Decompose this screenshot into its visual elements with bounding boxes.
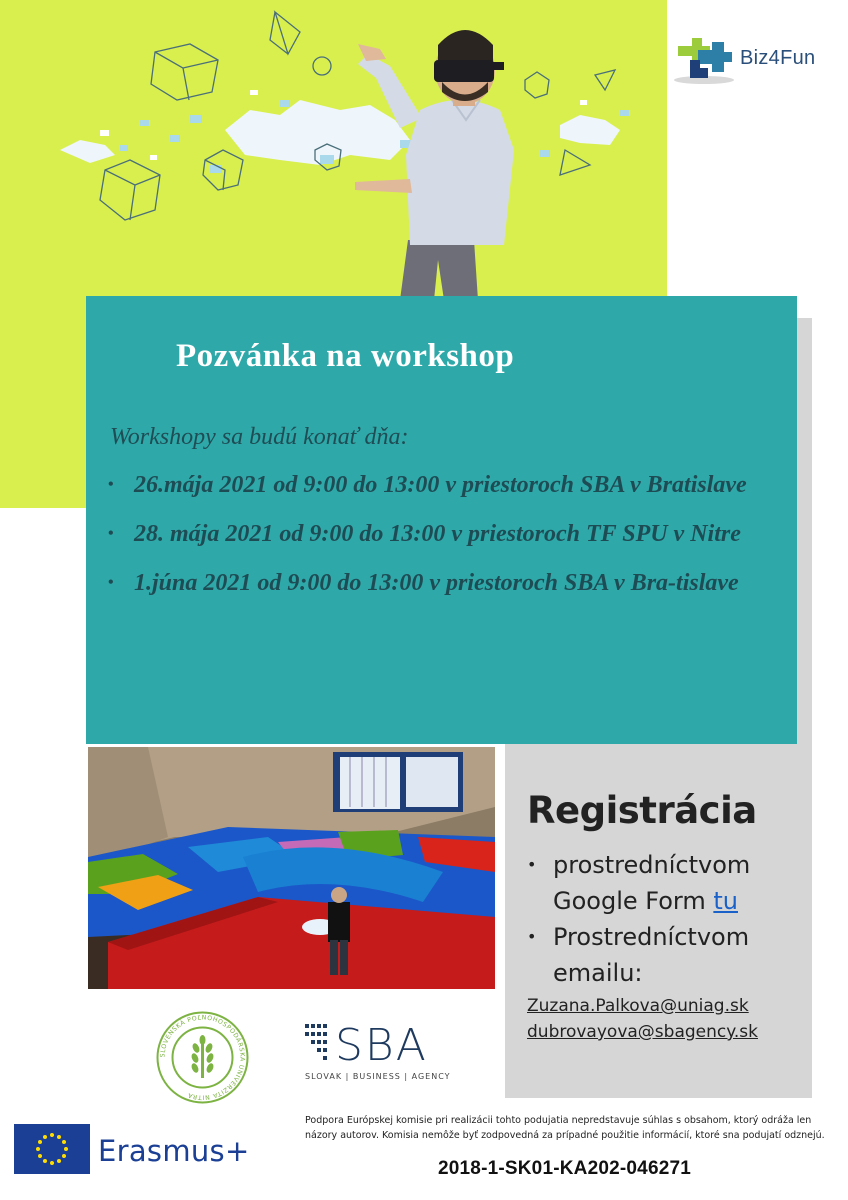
email-link[interactable]: dubrovayova@sbagency.sk bbox=[527, 1022, 758, 1042]
sba-logo bbox=[305, 1020, 451, 1090]
workshop-date-item: • 1.júna 2021 od 9:00 do 13:00 v priestoroch SBA v Bra-tislave bbox=[108, 566, 778, 600]
registration-option-text: prostredníctvom Google Form bbox=[553, 851, 751, 915]
sba-bars-icon bbox=[305, 1024, 329, 1064]
erasmus-plus-logo bbox=[14, 1124, 274, 1176]
registration-section bbox=[505, 747, 812, 1097]
spu-nitra-logo bbox=[155, 1010, 250, 1105]
sba-letters: SBA bbox=[335, 1020, 428, 1071]
hero-illustration-vr-man bbox=[20, 0, 660, 300]
invitation-panel bbox=[86, 296, 797, 744]
registration-option-google-form bbox=[525, 847, 810, 919]
eu-flag-icon bbox=[14, 1124, 90, 1174]
sba-tagline: SLOVAK | BUSINESS | AGENCY bbox=[305, 1072, 451, 1081]
erasmus-program-name: Erasmus+ bbox=[98, 1134, 250, 1168]
contact-emails bbox=[527, 993, 758, 1045]
email-link[interactable]: Zuzana.Palkova@uniag.sk bbox=[527, 996, 749, 1016]
registration-option-email bbox=[525, 919, 810, 991]
biz4fun-logo bbox=[670, 28, 845, 88]
virtual-world-image bbox=[88, 747, 495, 989]
eu-disclaimer: Podpora Európskej komisie pri realizácii tohto podujatia nepredstavuje súhlas s obsahom, ktorý odráža len názory autorov. Komisia nemôže byť zodpovedná za prípadné použitie informácií, ktoré sna podujatí odznejú. bbox=[305, 1115, 825, 1141]
google-form-link[interactable]: tu bbox=[713, 887, 738, 915]
workshop-date-item: • 26.mája 2021 od 9:00 do 13:00 v priestoroch SBA v Bratislave bbox=[108, 468, 778, 502]
workshop-date-item: • 28. mája 2021 od 9:00 do 13:00 v priestoroch TF SPU v Nitre bbox=[108, 517, 778, 551]
spu-ring-text: SLOVENSKÁ POĽNOHOSPODÁRSKA UNIVERZITA NITRA bbox=[159, 1014, 246, 1101]
invitation-subtitle: Workshopy sa budú konať dňa: bbox=[110, 424, 409, 450]
registration-options bbox=[525, 847, 810, 991]
registration-heading: Registrácia bbox=[527, 789, 757, 832]
spu-seal-icon bbox=[155, 1010, 250, 1105]
virtual-world-screenshot bbox=[88, 747, 495, 989]
registration-option-text: Prostredníctvom emailu: bbox=[553, 923, 750, 987]
invitation-title: Pozvánka na workshop bbox=[176, 338, 515, 374]
hero-illustration bbox=[20, 0, 660, 300]
project-code: 2018-1-SK01-KA202-046271 bbox=[438, 1158, 692, 1179]
biz4fun-icon bbox=[670, 30, 734, 86]
workshop-date-list bbox=[108, 468, 778, 615]
biz4fun-brand-name: Biz4Fun bbox=[740, 46, 816, 69]
